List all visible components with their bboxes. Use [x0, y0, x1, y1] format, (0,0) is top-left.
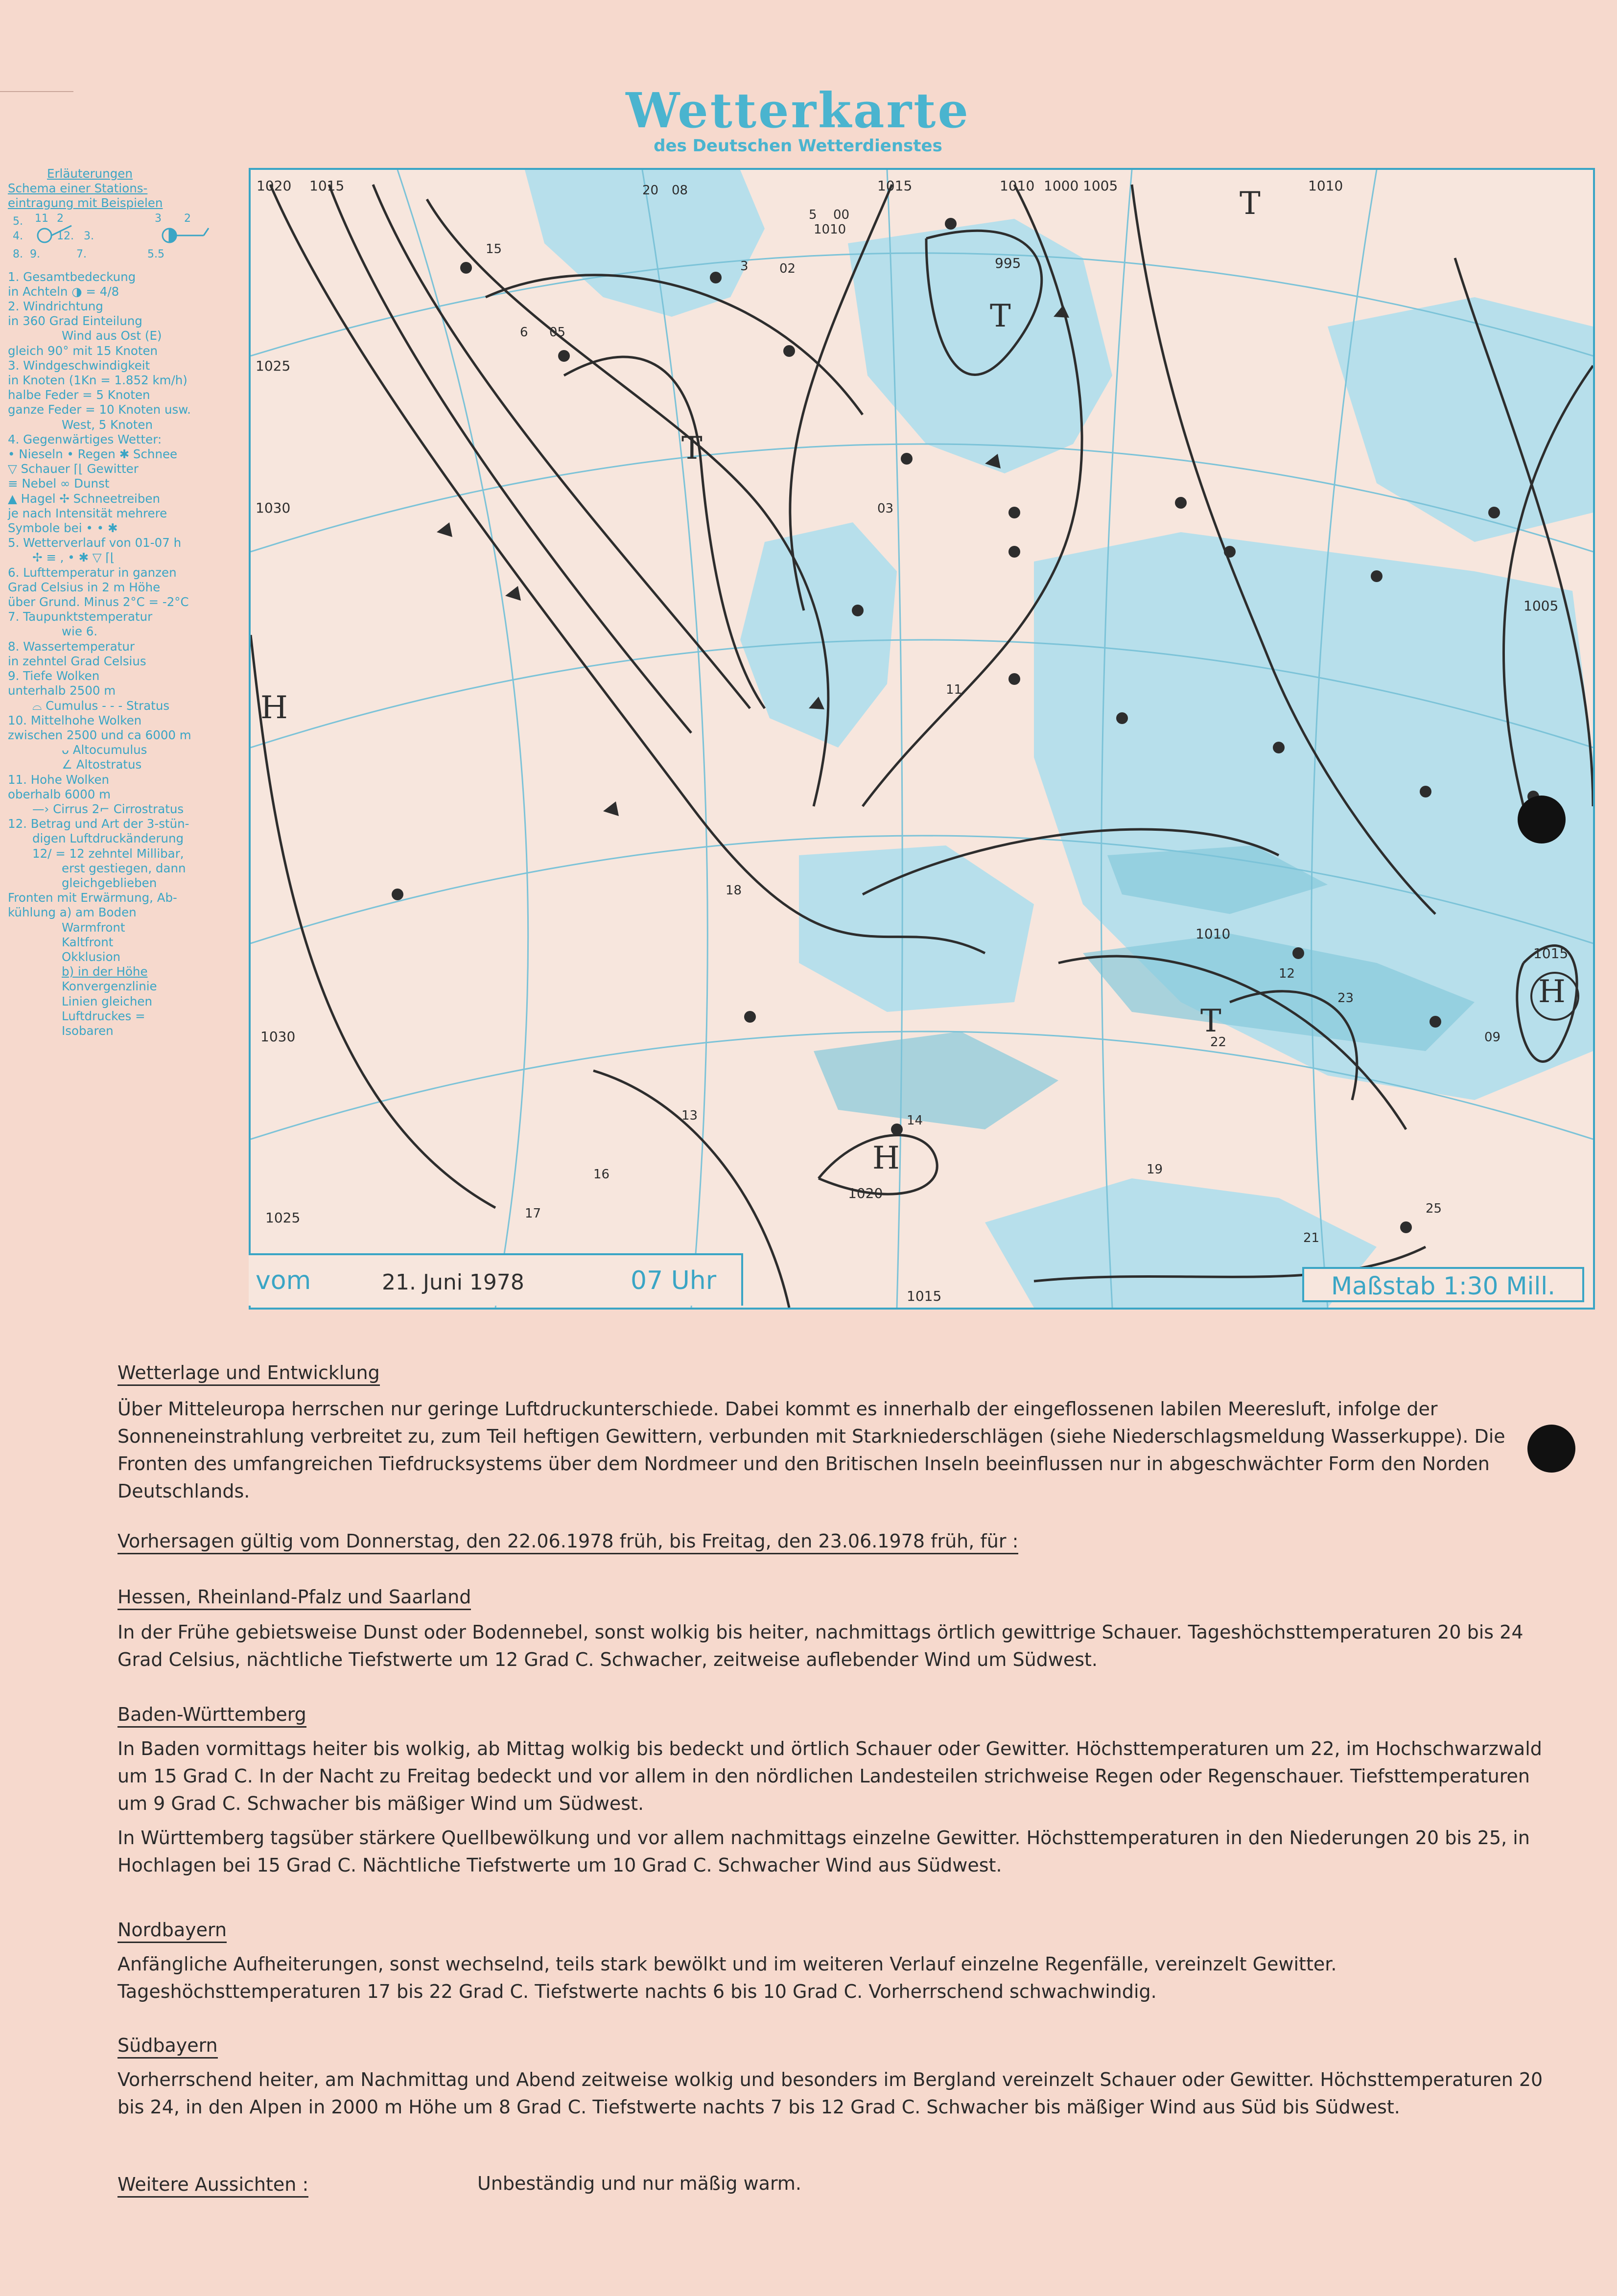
pressure-label: 1005	[1523, 598, 1559, 614]
legend-line: Wind aus Ost (E)	[62, 328, 162, 343]
legend-line: Schema einer Stations-	[8, 181, 148, 196]
legend-line: erst gestiegen, dann	[62, 861, 186, 875]
map-hour: 07 Uhr	[631, 1266, 717, 1295]
legend-line: ▽ Schauer ⌈⌊ Gewitter	[8, 462, 139, 476]
legend-line: 6. Lufttemperatur in ganzen	[8, 565, 177, 580]
pressure-label: 1010	[1308, 178, 1343, 194]
section-text-bw-1: In Baden vormittags heiter bis wolkig, ab Mittag wolkig bis bedeckt und örtlich Schauer oder Gewitter. Höchsttemperaturen um 22, im Hochschwarzwald um 15 Grad C. In der Nacht zu Freitag bedeckt und vor allem in den nördlichen Landesteilen strichweise Regen oder Regenschauer. Tiefsttemperaturen um 9 Grad C. Schwacher bis mäßiger Wind um Südwest.	[117, 1738, 1542, 1814]
legend-line: Fronten mit Erwärmung, Ab-	[8, 890, 177, 905]
high-pressure-center: H	[872, 1140, 900, 1176]
legend-line: 12/ = 12 zehntel Millibar,	[32, 846, 184, 861]
pressure-label: 1020	[848, 1185, 883, 1201]
legend-line: in Knoten (1Kn = 1.852 km/h)	[8, 373, 187, 388]
low-pressure-center: T	[990, 298, 1011, 334]
section-heading-suedbayern: Südbayern	[117, 2035, 218, 2059]
legend-line: Linien gleichen	[62, 994, 153, 1008]
pressure-label: 1015	[877, 178, 913, 194]
legend-line: Luftdruckes =	[62, 1008, 145, 1023]
page-subtitle: des Deutschen Wetterdienstes	[654, 136, 942, 156]
legend-line: je nach Intensität mehrere	[8, 506, 167, 520]
pressure-label: 1020	[257, 178, 292, 194]
svg-text:4.: 4.	[13, 230, 23, 242]
legend-line: wie 6.	[62, 624, 98, 639]
map-scale: Maßstab 1:30 Mill.	[1302, 1267, 1584, 1302]
station-value: 12	[1279, 966, 1295, 981]
legend-line: Okklusion	[62, 949, 121, 964]
low-pressure-center: T	[1200, 1003, 1221, 1039]
station-value: 20	[642, 183, 659, 198]
pressure-label: 1025	[265, 1210, 301, 1226]
punch-hole	[1518, 796, 1566, 843]
legend-line: Konvergenzlinie	[62, 979, 157, 994]
station-value: 13	[681, 1108, 698, 1123]
station-value: 11	[946, 682, 962, 697]
station-value: 6	[520, 325, 528, 340]
station-value: 25	[1426, 1201, 1442, 1216]
station-value: 5	[809, 208, 817, 222]
pressure-label: 1030	[260, 1029, 296, 1045]
legend-line: in Achteln ◑ = 4/8	[8, 284, 119, 299]
legend	[8, 166, 248, 1038]
legend-line: 9. Tiefe Wolken	[8, 669, 100, 683]
pressure-label: 1010	[1000, 178, 1035, 194]
station-value: 09	[1484, 1030, 1501, 1045]
station-value: 05	[549, 325, 566, 340]
legend-line: ∠ Altostratus	[62, 757, 142, 772]
legend-line: über Grund. Minus 2°C = -2°C	[8, 595, 189, 609]
legend-line: 3. Windgeschwindigkeit	[8, 358, 150, 373]
svg-text:3: 3	[155, 212, 162, 225]
section-text-suedbayern: Vorherrschend heiter, am Nachmittag und Abend zeitweise wolkig und besonders im Bergland vereinzelt Schauer oder Gewitter. Höchsttemperaturen 20 bis 24, in den Alpen in 2000 m Höhe um 8 Grad C. Tiefstwerte nachts 7 bis 12 Grad C. Schwacher bis mäßiger Wind aus Süd bis Südwest.	[117, 2069, 1543, 2118]
station-value: 17	[525, 1206, 541, 1221]
legend-line: halbe Feder = 5 Knoten	[8, 388, 150, 402]
svg-text:8.: 8.	[13, 248, 23, 260]
map-graphic	[251, 170, 1593, 1308]
legend-line: kühlung a) am Boden	[8, 905, 137, 920]
section-text-nordbayern: Anfängliche Aufheiterungen, sonst wechselnd, teils stark bewölkt und im weiteren Verlauf einzelne Regenfälle, vereinzelt Gewitter. Tageshöchsttemperaturen 17 bis 22 Grad C. Tiefstwerte nachts 6 bis 10 Grad C. Vorherrschend schwachwindig.	[117, 1953, 1337, 2002]
legend-line: ⌓ Cumulus - - - Stratus	[32, 698, 170, 713]
legend-line: Isobaren	[62, 1023, 114, 1038]
legend-line: unterhalb 2500 m	[8, 683, 116, 698]
legend-line: eintragung mit Beispielen	[8, 196, 163, 211]
high-pressure-center: H	[260, 690, 288, 726]
station-value: 00	[833, 208, 850, 222]
svg-text:9.: 9.	[30, 248, 40, 260]
legend-line: 4. Gegenwärtiges Wetter:	[8, 432, 162, 446]
punch-hole	[1527, 1425, 1575, 1473]
legend-line: Symbole bei • • ✱	[8, 521, 118, 536]
legend-line: —› Cirrus 2⌐ Cirrostratus	[32, 801, 184, 816]
weather-map	[249, 168, 1595, 1310]
pressure-label: 1010	[1195, 926, 1231, 942]
legend-station-schema	[8, 211, 248, 270]
station-value: 03	[877, 501, 894, 516]
section-heading-nordbayern: Nordbayern	[117, 1919, 227, 1943]
legend-line: 1. Gesamtbedeckung	[8, 269, 136, 284]
section-heading-outlook: Weitere Aussichten :	[117, 2174, 308, 2198]
station-value: 22	[1210, 1035, 1227, 1050]
forecast-heading: Vorhersagen gültig vom Donnerstag, den 22.06.1978 früh, bis Freitag, den 23.06.1978 früh, für :	[117, 1530, 1018, 1554]
section-heading-overview: Wetterlage und Entwicklung	[117, 1362, 380, 1386]
station-value: 14	[907, 1113, 923, 1128]
svg-text:2: 2	[184, 212, 191, 225]
land-shading	[525, 170, 1593, 1308]
station-value: 18	[726, 883, 742, 898]
legend-heading: Erläuterungen	[47, 166, 133, 181]
date-prefix: vom	[256, 1266, 311, 1295]
svg-text:7.: 7.	[76, 248, 87, 260]
station-value: 23	[1337, 991, 1354, 1006]
legend-line: in 360 Grad Einteilung	[8, 314, 142, 328]
section-text-outlook: Unbeständig und nur mäßig warm.	[477, 2173, 801, 2194]
section-heading-hessen: Hessen, Rheinland-Pfalz und Saarland	[117, 1586, 471, 1610]
legend-line: ≡ Nebel ∞ Dunst	[8, 476, 110, 491]
svg-text:2: 2	[57, 212, 64, 225]
legend-line: Kaltfront	[62, 935, 114, 949]
legend-line: ✢ ≡ , • ✱ ▽ ⌈⌊	[32, 550, 115, 565]
legend-line: 11. Hohe Wolken	[8, 772, 110, 787]
legend-line: b) in der Höhe	[62, 964, 148, 979]
legend-line: zwischen 2500 und ca 6000 m	[8, 727, 191, 742]
legend-line: Grad Celsius in 2 m Höhe	[8, 580, 161, 594]
legend-line: digen Luftdruckänderung	[32, 831, 184, 846]
svg-text:5.5: 5.5	[147, 248, 164, 260]
legend-line: 12. Betrag und Art der 3-stün-	[8, 817, 189, 831]
station-value: 3	[740, 259, 749, 274]
svg-text:5.: 5.	[13, 215, 23, 228]
legend-line: ▲ Hagel ✢ Schneetreiben	[8, 491, 160, 506]
section-heading-bw: Baden-Württemberg	[117, 1704, 306, 1728]
station-value: 1010	[814, 222, 846, 237]
map-date-bar	[249, 1253, 743, 1306]
svg-text:12.: 12.	[57, 230, 74, 242]
legend-line: in zehntel Grad Celsius	[8, 654, 146, 668]
legend-line: 7. Taupunktstemperatur	[8, 609, 153, 624]
low-pressure-center: T	[1240, 186, 1261, 222]
pressure-label: 1015	[309, 178, 345, 194]
section-text-overview: Über Mitteleuropa herrschen nur geringe Luftdruckunterschiede. Dabei kommt es innerhalb der eingeflossenen labilen Meeresluft, infolge der Sonneneinstrahlung verbreitet zu, zum Teil heftigen Gewittern, verbunden mit Starkniederschlägen (siehe Niederschlagsmeldung Wasserkuppe). Die Fronten des umfangreichen Tiefdrucksystems über dem Nordmeer und den Britischen Inseln beeinflussen nur in abgeschwächter Form den Norden Deutschlands.	[117, 1398, 1505, 1502]
legend-line: gleichgeblieben	[62, 875, 157, 890]
section-text-hessen: In der Frühe gebietsweise Dunst oder Bodennebel, sonst wolkig bis heiter, nachmittags örtlich gewittrige Schauer. Tageshöchsttemperaturen 20 bis 24 Grad Celsius, nächtliche Tiefstwerte um 12 Grad C. Schwacher, zeitweise auflebender Wind um Südwest.	[117, 1621, 1523, 1670]
high-pressure-center: H	[1538, 974, 1566, 1010]
map-date: 21. Juni 1978	[382, 1270, 524, 1295]
legend-line: West, 5 Knoten	[62, 417, 153, 432]
svg-text:11: 11	[35, 212, 48, 225]
legend-line: oberhalb 6000 m	[8, 787, 111, 801]
pressure-label: 1030	[256, 500, 291, 516]
pressure-label: 1000	[1044, 178, 1079, 194]
pressure-label: 1015	[907, 1288, 942, 1304]
legend-line: • Nieseln • Regen ✱ Schnee	[8, 447, 178, 462]
station-value: 15	[486, 242, 502, 257]
pressure-label: 1025	[256, 358, 291, 374]
svg-text:3.: 3.	[84, 230, 94, 242]
legend-line: 8. Wassertemperatur	[8, 639, 135, 654]
legend-line: ganze Feder = 10 Knoten usw.	[8, 402, 191, 417]
station-schema-icon	[8, 211, 243, 270]
legend-line: ᴗ Altocumulus	[62, 743, 147, 757]
station-value: 21	[1303, 1231, 1320, 1245]
section-text-bw-2: In Württemberg tagsüber stärkere Quellbewölkung und vor allem nachmittags einzelne Gewitter. Höchsttemperaturen in den Niederungen 20 bis 25, in Hochlagen bei 15 Grad C. Nächtliche Tiefstwerte um 10 Grad C. Schwacher Wind aus Südwest.	[117, 1827, 1530, 1876]
legend-line: 5. Wetterverlauf von 01-07 h	[8, 536, 182, 550]
pressure-label: 1015	[1533, 945, 1569, 961]
legend-line: Warmfront	[62, 920, 125, 935]
station-value: 19	[1147, 1162, 1163, 1177]
legend-line: 2. Windrichtung	[8, 299, 103, 314]
page-edge-mark	[0, 91, 73, 92]
station-value: 08	[672, 183, 688, 198]
station-value: 16	[593, 1167, 610, 1182]
legend-line: 10. Mittelhohe Wolken	[8, 713, 142, 727]
station-value: 02	[779, 261, 796, 276]
pressure-label: 995	[995, 255, 1021, 271]
low-pressure-center: T	[681, 430, 703, 467]
page-title: Wetterkarte	[626, 83, 970, 139]
header	[578, 83, 1018, 156]
pressure-label: 1005	[1083, 178, 1118, 194]
legend-line: gleich 90° mit 15 Knoten	[8, 343, 158, 358]
